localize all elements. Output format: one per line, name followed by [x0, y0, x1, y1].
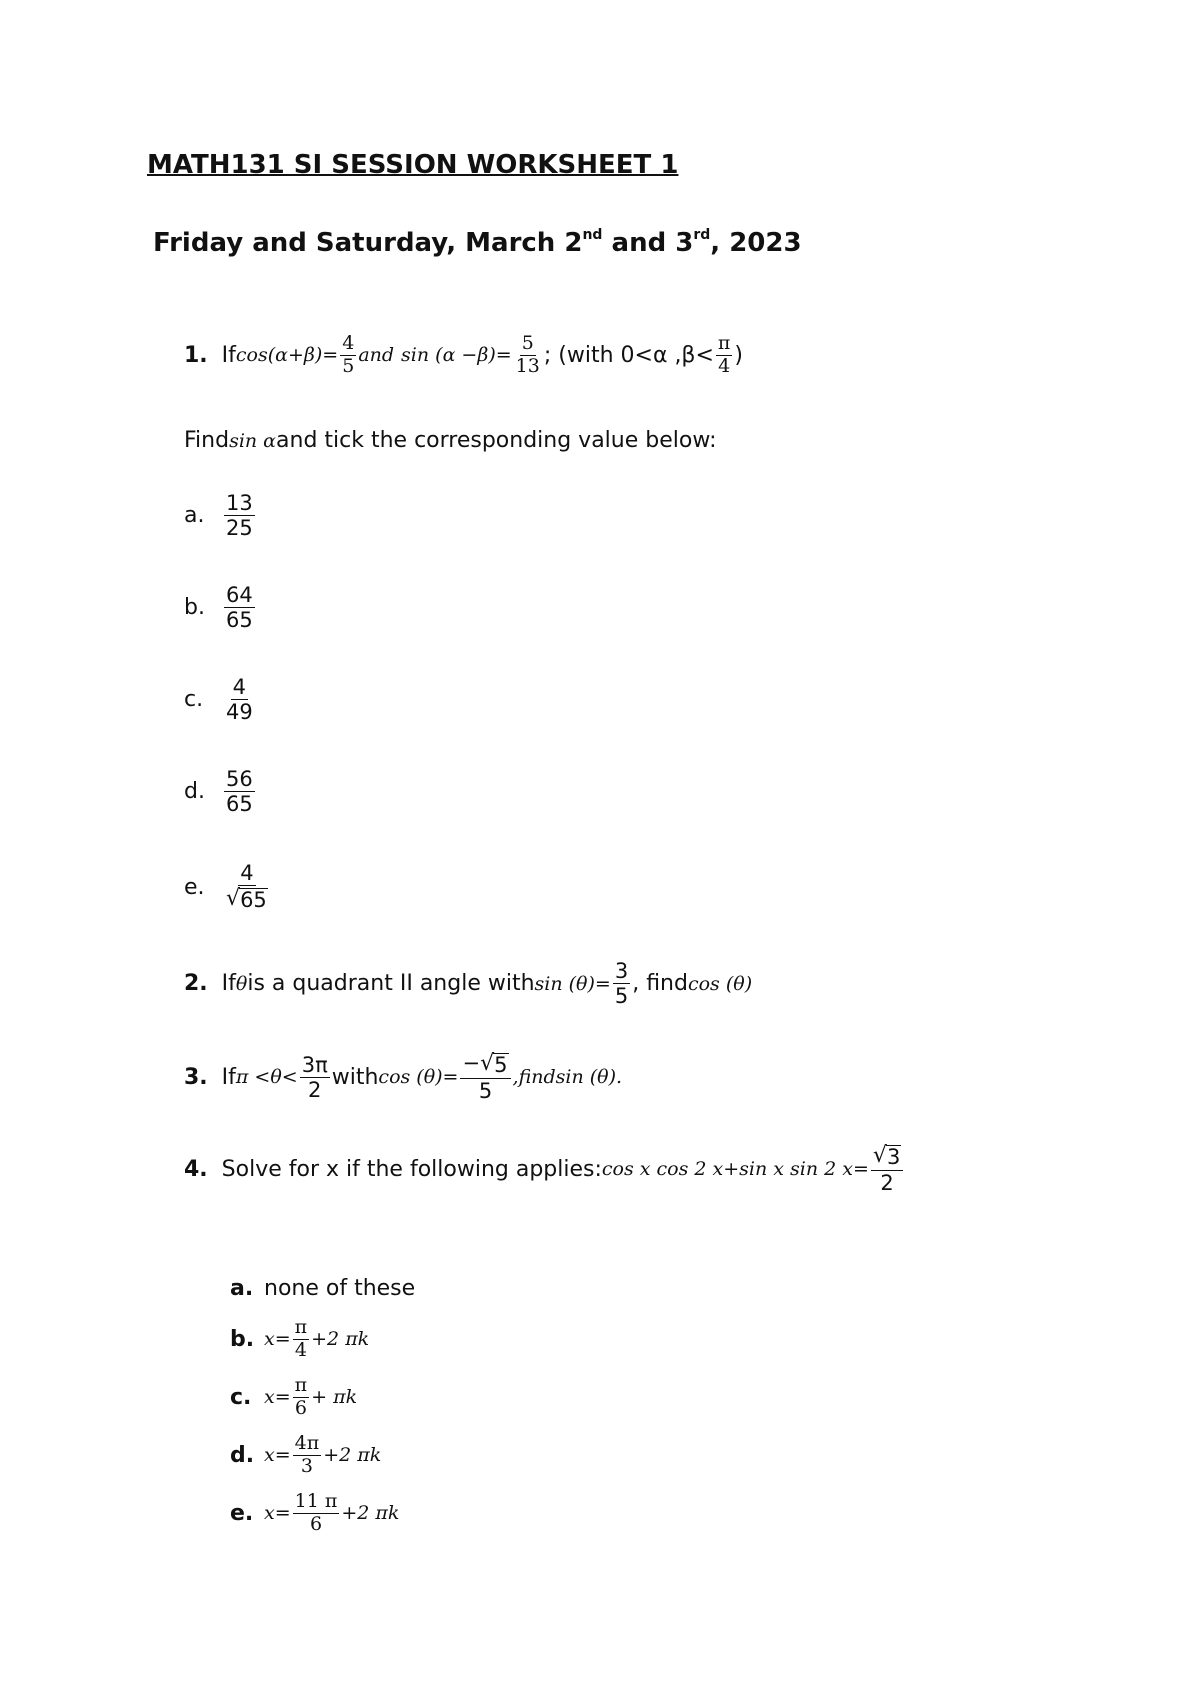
q3-text2: with — [331, 1064, 379, 1090]
q2-sin-expr: sin (θ)= — [534, 972, 611, 995]
q1-option-c-frac — [224, 676, 255, 723]
date-prefix: Friday and Saturday, March 2 — [153, 228, 583, 258]
sqrt-symbol: √ 3 — [872, 1143, 901, 1169]
date-sup-nd: nd — [582, 227, 603, 243]
q4-text: Solve for x if the following applies: — [221, 1156, 602, 1182]
q1-option-b-frac — [224, 584, 255, 631]
question-2 — [184, 960, 752, 1007]
date-suffix: , 2023 — [710, 228, 802, 258]
q1-if: If — [221, 342, 236, 368]
q4-option-b-rhs: +2 πk — [311, 1328, 370, 1351]
q1-frac2-den: 13 — [515, 354, 540, 377]
date-mid: and 3 — [602, 228, 694, 258]
q1-close: ) — [734, 342, 744, 368]
q1-option-d-frac — [224, 768, 255, 815]
q2-frac-num: 3 — [614, 959, 629, 983]
q4-option-e-rhs: +2 πk — [341, 1502, 400, 1525]
q4-frac-den: 2 — [880, 1171, 894, 1196]
q3-find: ,find — [512, 1066, 556, 1089]
q1-frac2-num: 5 — [521, 332, 534, 354]
q1-option-a-num: 13 — [226, 491, 253, 515]
q3-frac2-num — [460, 1052, 510, 1079]
q3-cos-expr: cos (θ)= — [378, 1066, 459, 1089]
q3-frac-neg-root5-5 — [460, 1052, 510, 1102]
sqrt-symbol: √ 65 — [226, 886, 267, 913]
q4-option-d[interactable] — [230, 1434, 381, 1477]
q3-sin-expr: sin (θ). — [555, 1066, 623, 1089]
q4-option-d-letter: d. — [230, 1442, 255, 1468]
q4-option-b-frac — [293, 1318, 310, 1361]
q1-find-expr: sin α — [229, 429, 277, 452]
q1-option-e-den — [224, 886, 270, 912]
q2-text2: is a quadrant II angle with — [247, 971, 535, 997]
question-4-number: 4. — [184, 1156, 208, 1182]
q1-frac3-den: 4 — [718, 354, 731, 377]
q4-frac-num — [871, 1144, 903, 1171]
q1-option-c-letter: c. — [184, 687, 204, 713]
q1-option-c-den: 49 — [226, 700, 253, 725]
q1-option-b-den: 65 — [226, 608, 253, 633]
q3-frac2-den: 5 — [478, 1079, 493, 1104]
question-3 — [184, 1052, 622, 1102]
q4-option-b-den: 4 — [294, 1338, 307, 1361]
q1-option-e[interactable] — [184, 862, 272, 912]
q4-option-c-rhs: + πk — [311, 1386, 358, 1409]
q4-option-c-den: 6 — [294, 1396, 307, 1419]
session-date — [153, 228, 802, 258]
q4-option-c-num: π — [294, 1374, 308, 1396]
q4-option-b-lhs: x= — [264, 1328, 291, 1351]
q1-option-a-frac — [224, 492, 255, 539]
question-2-number: 2. — [184, 971, 208, 997]
question-1-number: 1. — [184, 342, 208, 368]
q4-option-e-den: 6 — [309, 1512, 323, 1535]
q1-option-d-letter: d. — [184, 779, 205, 805]
q4-option-c[interactable] — [230, 1376, 357, 1419]
q4-frac-root: 3 — [886, 1145, 901, 1169]
q4-option-c-lhs: x= — [264, 1386, 291, 1409]
q1-option-d-den: 65 — [226, 792, 253, 817]
q3-frac1-num: 3π — [301, 1052, 328, 1077]
q4-option-d-num: 4π — [294, 1432, 320, 1454]
q3-frac-3pi-2 — [300, 1054, 330, 1101]
q1-option-a-den: 25 — [226, 516, 253, 541]
q3-text1: If — [221, 1064, 236, 1090]
q2-cos-expr: cos (θ) — [687, 972, 753, 995]
q1-option-e-num: 4 — [240, 861, 254, 885]
q4-option-a-text: none of these — [264, 1276, 416, 1301]
q1-option-e-root: 65 — [240, 888, 267, 913]
q3-inequality: π <θ< — [235, 1066, 298, 1089]
q1-option-a-letter: a. — [184, 503, 205, 529]
q4-option-e[interactable] — [230, 1492, 399, 1535]
q4-option-a[interactable] — [230, 1276, 415, 1301]
q1-sin-expr: sin (α −β)= — [401, 344, 512, 367]
q1-option-c[interactable] — [184, 676, 257, 723]
q1-cos-expr: cos(α+β)= — [235, 344, 339, 367]
question-4 — [184, 1144, 905, 1194]
q1-option-a[interactable] — [184, 492, 257, 539]
q2-text3: , find — [632, 971, 688, 997]
q2-text1: If — [221, 971, 236, 997]
q4-option-d-lhs: x= — [264, 1444, 291, 1467]
q4-option-a-letter: a. — [230, 1276, 254, 1301]
q1-option-b-letter: b. — [184, 595, 205, 621]
q4-option-d-frac — [293, 1434, 322, 1477]
q4-option-e-frac — [293, 1492, 340, 1535]
q4-option-e-lhs: x= — [264, 1502, 291, 1525]
q1-option-e-letter: e. — [184, 874, 205, 900]
q4-expr: cos x cos 2 x+sin x sin 2 x= — [601, 1158, 869, 1181]
q4-option-d-rhs: +2 πk — [323, 1444, 382, 1467]
q1-option-d-num: 56 — [226, 767, 253, 791]
question-3-number: 3. — [184, 1064, 208, 1090]
q1-frac-pi-4 — [716, 334, 733, 377]
q1-option-c-num: 4 — [232, 675, 247, 699]
q4-option-b-letter: b. — [230, 1326, 255, 1352]
date-sup-rd: rd — [693, 227, 711, 243]
sqrt-symbol: √ 5 — [480, 1051, 508, 1077]
q1-frac3-num: π — [717, 332, 731, 354]
q4-option-e-num: 11 π — [294, 1490, 338, 1512]
q2-frac-3-5 — [613, 960, 630, 1007]
q4-frac-root3-2 — [871, 1144, 903, 1194]
q4-option-e-letter: e. — [230, 1500, 254, 1526]
q4-option-c-frac — [293, 1376, 310, 1419]
q1-frac1-num: 4 — [342, 332, 355, 354]
q3-frac1-den: 2 — [308, 1077, 322, 1102]
q1-option-b[interactable] — [184, 584, 257, 631]
q4-option-d-den: 3 — [300, 1454, 313, 1477]
q1-frac1-den: 5 — [342, 354, 355, 377]
q1-option-d[interactable] — [184, 768, 257, 815]
q1-with: ; (with 0<α ,β< — [543, 342, 714, 368]
q4-option-b-num: π — [294, 1316, 308, 1338]
q2-theta: θ — [235, 972, 248, 995]
q4-option-b[interactable] — [230, 1318, 369, 1361]
q1-find-line — [184, 428, 717, 453]
q1-frac-4-5 — [340, 334, 356, 377]
q1-option-e-frac — [224, 862, 270, 912]
q1-find-prefix: Find — [184, 428, 230, 453]
q4-option-c-letter: c. — [230, 1384, 252, 1410]
q3-minus: − — [462, 1051, 481, 1075]
q1-option-b-num: 64 — [226, 583, 253, 607]
q3-frac2-root: 5 — [494, 1053, 508, 1077]
q1-frac-5-13 — [514, 334, 542, 377]
q1-and: and — [358, 344, 395, 367]
q2-frac-den: 5 — [614, 984, 629, 1009]
q1-find-suffix: and tick the corresponding value below: — [276, 428, 717, 453]
question-1 — [184, 334, 743, 377]
worksheet-title: MATH131 SI SESSION WORKSHEET 1 — [147, 150, 679, 180]
